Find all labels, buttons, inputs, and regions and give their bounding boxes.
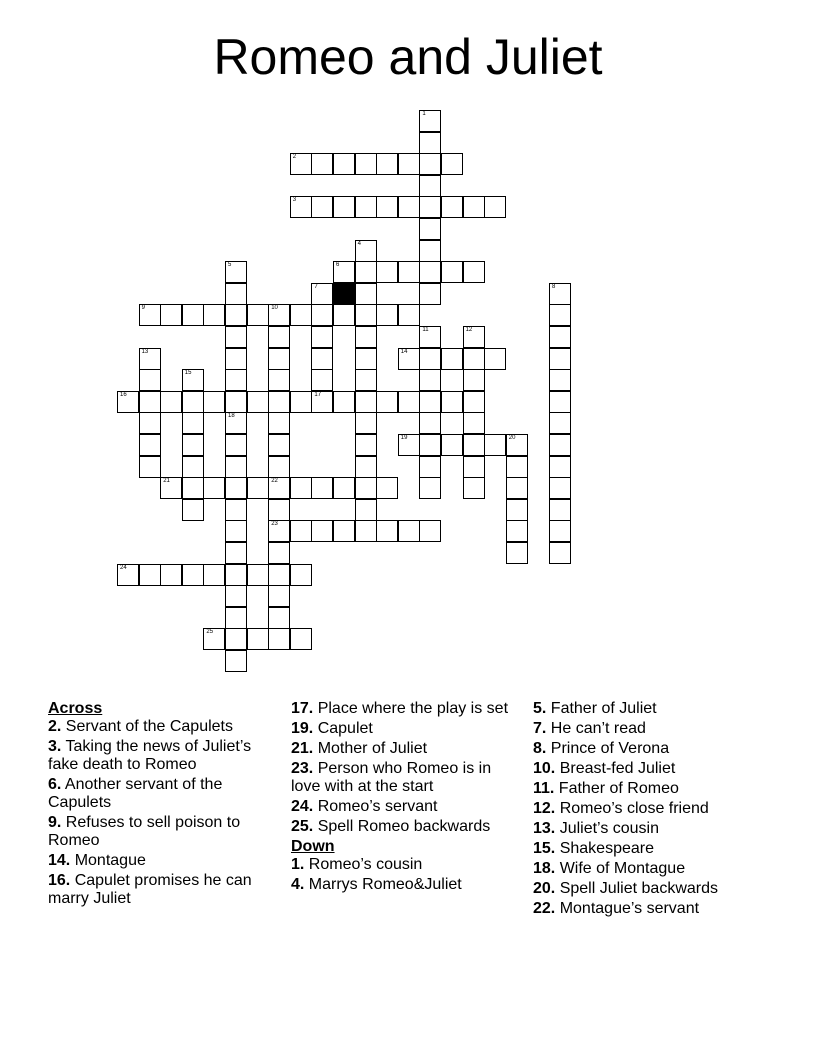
grid-cell[interactable]: [268, 369, 290, 391]
grid-cell[interactable]: [463, 412, 485, 434]
grid-cell[interactable]: [463, 477, 485, 499]
grid-cell[interactable]: [311, 326, 333, 348]
grid-cell[interactable]: [419, 412, 441, 434]
grid-cell[interactable]: [311, 369, 333, 391]
across-heading: Across: [48, 700, 103, 717]
clue-item: [533, 720, 773, 738]
grid-cell[interactable]: [225, 369, 247, 391]
clue-text: He can’t read: [546, 720, 646, 737]
grid-cell[interactable]: [355, 412, 377, 434]
grid-cell[interactable]: [376, 391, 398, 413]
grid-cell[interactable]: [290, 196, 312, 218]
grid-cell[interactable]: [333, 261, 355, 283]
grid-cell[interactable]: [225, 564, 247, 586]
clue-number: 16: [120, 391, 127, 398]
clue-text: Spell Juliet backwards: [555, 880, 718, 897]
clue-text: Taking the news of Juliet’s fake death to Romeo: [48, 738, 252, 773]
clue-number: 25: [206, 629, 214, 636]
grid-cell[interactable]: [549, 412, 571, 434]
clue-number: 23: [271, 521, 278, 528]
grid-cell[interactable]: [506, 477, 528, 499]
clue-number: 12: [465, 327, 473, 333]
grid-cell[interactable]: [419, 520, 441, 542]
grid-cell[interactable]: [117, 391, 139, 413]
clue-item: [48, 814, 284, 850]
grid-cell[interactable]: [247, 564, 269, 586]
grid-cell[interactable]: [419, 369, 441, 391]
clue-text: Servant of the Capulets: [61, 718, 233, 735]
grid-cell[interactable]: [139, 456, 161, 478]
clue-item: [533, 760, 773, 778]
clue-number: 7.: [533, 720, 547, 737]
grid-cell[interactable]: [549, 456, 571, 478]
grid-cell[interactable]: [160, 304, 182, 326]
clue-number: 18.: [533, 860, 556, 877]
grid-cell[interactable]: [290, 391, 312, 413]
grid-cell[interactable]: [268, 542, 290, 564]
grid-cell[interactable]: [311, 520, 333, 542]
grid-cell[interactable]: [139, 391, 161, 413]
grid-cell[interactable]: [290, 520, 312, 542]
grid-cell[interactable]: [484, 434, 506, 456]
grid-cell[interactable]: [355, 456, 377, 478]
grid-cell[interactable]: [506, 542, 528, 564]
grid-cell[interactable]: [290, 477, 312, 499]
grid-cell[interactable]: [268, 434, 290, 456]
grid-cell[interactable]: [549, 326, 571, 348]
grid-cell[interactable]: [311, 391, 333, 413]
clue-item: [291, 720, 523, 738]
grid-cell[interactable]: [398, 261, 420, 283]
clue-item: [533, 700, 773, 718]
clue-column-3: [533, 700, 773, 920]
clue-text: Capulet promises he can marry Juliet: [48, 872, 252, 907]
grid-cell[interactable]: [160, 477, 182, 499]
grid-cell[interactable]: [355, 477, 377, 499]
grid-cell[interactable]: [549, 477, 571, 499]
grid-cell[interactable]: [268, 391, 290, 413]
grid-cell[interactable]: [419, 175, 441, 197]
grid-cell[interactable]: [355, 499, 377, 521]
grid-cell[interactable]: [333, 520, 355, 542]
grid-cell[interactable]: [268, 585, 290, 607]
grid-cell[interactable]: [355, 348, 377, 370]
grid-cell[interactable]: [549, 304, 571, 326]
grid-cell[interactable]: [441, 348, 463, 370]
clue-number: 20: [508, 435, 516, 441]
grid-cell[interactable]: [441, 153, 463, 175]
grid-cell[interactable]: [182, 391, 204, 413]
grid-cell[interactable]: [419, 196, 441, 218]
clue-text: Father of Juliet: [546, 700, 657, 717]
clue-text: Prince of Verona: [546, 740, 670, 757]
clue-text: Marrys Romeo&Juliet: [304, 876, 462, 893]
grid-cell[interactable]: [506, 520, 528, 542]
grid-cell[interactable]: [247, 391, 269, 413]
clue-number: 23.: [291, 760, 314, 777]
grid-cell[interactable]: [376, 520, 398, 542]
clue-item: [291, 798, 523, 816]
clue-text: Another servant of the Capulets: [48, 776, 223, 811]
grid-cell[interactable]: [290, 564, 312, 586]
grid-cell[interactable]: [139, 412, 161, 434]
grid-cell[interactable]: [419, 434, 441, 456]
grid-cell[interactable]: [506, 434, 528, 456]
grid-cell[interactable]: [398, 304, 420, 326]
grid-cell[interactable]: [355, 520, 377, 542]
grid-cell[interactable]: [549, 499, 571, 521]
clue-number: 1.: [291, 856, 305, 873]
grid-cell[interactable]: [311, 196, 333, 218]
clue-item: [291, 760, 523, 796]
grid-cell[interactable]: [225, 283, 247, 305]
grid-cell[interactable]: [355, 304, 377, 326]
grid-cell[interactable]: [311, 477, 333, 499]
grid-cell[interactable]: [376, 304, 398, 326]
grid-cell[interactable]: [398, 196, 420, 218]
grid-cell[interactable]: [463, 369, 485, 391]
grid-cell[interactable]: [355, 153, 377, 175]
grid-cell[interactable]: [355, 326, 377, 348]
grid-cell[interactable]: [225, 607, 247, 629]
grid-cell[interactable]: [333, 304, 355, 326]
clue-text: Breast-fed Juliet: [555, 760, 676, 777]
grid-cell[interactable]: [355, 434, 377, 456]
grid-cell[interactable]: [419, 261, 441, 283]
clue-text: Mother of Juliet: [313, 740, 428, 757]
grid-cell[interactable]: [182, 477, 204, 499]
clue-text: Spell Romeo backwards: [313, 818, 491, 835]
clue-number: 6: [336, 262, 340, 269]
grid-cell[interactable]: [549, 391, 571, 413]
clue-number: 18: [228, 413, 235, 420]
clue-item: [48, 872, 284, 908]
grid-cell[interactable]: [182, 369, 204, 391]
clue-item: [291, 818, 523, 836]
grid-cell[interactable]: [441, 196, 463, 218]
clue-text: Person who Romeo is in love with at the start: [291, 760, 492, 795]
clue-item: [291, 700, 523, 718]
grid-cell[interactable]: [268, 607, 290, 629]
clue-column-1: [48, 700, 284, 910]
clue-number: 3.: [48, 738, 62, 755]
clue-number: 2.: [48, 718, 62, 735]
grid-cell[interactable]: [419, 283, 441, 305]
clue-number: 13.: [533, 820, 556, 837]
clue-number: 24.: [291, 798, 314, 815]
grid-cell[interactable]: [549, 283, 571, 305]
grid-cell[interactable]: [419, 110, 441, 132]
clue-item: [48, 718, 284, 736]
clue-number: 9: [141, 305, 145, 312]
grid-cell[interactable]: [463, 326, 485, 348]
grid-cell[interactable]: [268, 564, 290, 586]
grid-cell[interactable]: [398, 520, 420, 542]
grid-cell[interactable]: [225, 456, 247, 478]
clue-number: 8.: [533, 740, 547, 757]
grid-cell[interactable]: [506, 456, 528, 478]
grid-cell[interactable]: [268, 456, 290, 478]
clue-text: Shakespeare: [555, 840, 654, 857]
grid-cell[interactable]: [268, 477, 290, 499]
grid-cell[interactable]: [290, 304, 312, 326]
clue-text: Montague: [70, 852, 146, 869]
clue-number: 20.: [533, 880, 556, 897]
grid-cell[interactable]: [225, 348, 247, 370]
grid-cell[interactable]: [419, 348, 441, 370]
clue-number: 4: [357, 240, 361, 247]
grid-cell[interactable]: [419, 456, 441, 478]
grid-cell[interactable]: [290, 628, 312, 650]
grid-cell[interactable]: [311, 153, 333, 175]
grid-cell[interactable]: [225, 520, 247, 542]
puzzle-title: Romeo and Juliet: [213, 29, 603, 85]
grid-cell[interactable]: [333, 477, 355, 499]
grid-cell[interactable]: [203, 391, 225, 413]
grid-cell[interactable]: [225, 585, 247, 607]
clue-number: 10: [271, 305, 278, 312]
grid-cell[interactable]: [333, 153, 355, 175]
clue-number: 6.: [48, 776, 62, 793]
clue-number: 17.: [291, 700, 314, 717]
grid-cell[interactable]: [376, 477, 398, 499]
clue-number: 13: [141, 348, 149, 355]
clue-text: Juliet’s cousin: [555, 820, 660, 837]
grid-cell[interactable]: [182, 434, 204, 456]
clue-number: 25.: [291, 818, 314, 835]
grid-cell[interactable]: [441, 261, 463, 283]
clue-number: 14: [400, 348, 408, 355]
clue-item: [48, 776, 284, 812]
grid-cell[interactable]: [139, 304, 161, 326]
clue-number: 10.: [533, 760, 556, 777]
grid-cell[interactable]: [225, 628, 247, 650]
grid-cell[interactable]: [247, 477, 269, 499]
clue-number: 12.: [533, 800, 556, 817]
clue-number: 15.: [533, 840, 556, 857]
grid-cell[interactable]: [506, 499, 528, 521]
grid-cell[interactable]: [419, 477, 441, 499]
grid-cell[interactable]: [549, 348, 571, 370]
clue-item: [533, 820, 773, 838]
grid-cell[interactable]: [225, 499, 247, 521]
grid-cell[interactable]: [139, 434, 161, 456]
clue-number: 21: [163, 478, 170, 485]
grid-cell[interactable]: [182, 499, 204, 521]
down-heading: Down: [291, 838, 335, 855]
grid-cell[interactable]: [182, 412, 204, 434]
clue-number: 22.: [533, 900, 556, 917]
grid-cell[interactable]: [160, 564, 182, 586]
grid-cell[interactable]: [203, 628, 225, 650]
clue-number: 9.: [48, 814, 62, 831]
grid-cell[interactable]: [441, 434, 463, 456]
clue-item: [533, 900, 773, 918]
grid-cell[interactable]: [203, 477, 225, 499]
grid-cell[interactable]: [182, 456, 204, 478]
grid-cell[interactable]: [160, 391, 182, 413]
clue-item: [533, 740, 773, 758]
grid-cell[interactable]: [225, 261, 247, 283]
grid-cell[interactable]: [463, 348, 485, 370]
clue-number: 5.: [533, 700, 547, 717]
clue-number: 8: [552, 283, 556, 290]
grid-cell[interactable]: [311, 348, 333, 370]
grid-cell[interactable]: [203, 304, 225, 326]
clue-item: [533, 860, 773, 878]
grid-cell[interactable]: [311, 283, 333, 305]
clue-column-2: [291, 700, 523, 896]
grid-cell[interactable]: [441, 391, 463, 413]
clue-number: 1: [422, 111, 426, 117]
clue-number: 4.: [291, 876, 305, 893]
clue-number: 14.: [48, 852, 71, 869]
clue-number: 11.: [533, 780, 555, 797]
clue-item: [533, 800, 773, 818]
grid-cell[interactable]: [139, 369, 161, 391]
grid-cell[interactable]: [225, 304, 247, 326]
grid-cell[interactable]: [398, 153, 420, 175]
clue-number: 24: [120, 564, 127, 571]
clue-number: 7: [314, 283, 318, 290]
clue-item: [48, 738, 284, 774]
grid-cell[interactable]: [419, 326, 441, 348]
clue-number: 19: [400, 435, 408, 441]
clue-item: [291, 876, 523, 894]
clue-item: [533, 780, 773, 798]
grid-cell[interactable]: [225, 391, 247, 413]
clue-item: [48, 852, 284, 870]
grid-cell[interactable]: [268, 499, 290, 521]
grid-cell[interactable]: [355, 369, 377, 391]
clue-number: 22: [271, 478, 278, 485]
grid-cell[interactable]: [203, 564, 225, 586]
grid-cell[interactable]: [290, 153, 312, 175]
clue-text: Montague’s servant: [555, 900, 700, 917]
grid-cell[interactable]: [268, 412, 290, 434]
clue-item: [291, 856, 523, 874]
grid-cell[interactable]: [117, 564, 139, 586]
clue-item: [291, 740, 523, 758]
clue-text: Romeo’s servant: [313, 798, 438, 815]
grid-cell[interactable]: [376, 196, 398, 218]
clue-number: 16.: [48, 872, 71, 889]
grid-cell[interactable]: [549, 520, 571, 542]
grid-cell[interactable]: [355, 283, 377, 305]
grid-cell[interactable]: [355, 261, 377, 283]
clue-number: 21.: [291, 740, 314, 757]
clue-number: 19.: [291, 720, 314, 737]
grid-cell[interactable]: [182, 304, 204, 326]
clue-number: 11: [422, 327, 429, 333]
grid-cell[interactable]: [355, 391, 377, 413]
clue-text: Refuses to sell poison to Romeo: [48, 814, 241, 849]
grid-cell[interactable]: [268, 628, 290, 650]
grid-cell[interactable]: [419, 218, 441, 240]
grid-cell[interactable]: [225, 542, 247, 564]
black-square: [333, 283, 355, 305]
grid-cell[interactable]: [333, 391, 355, 413]
grid-cell[interactable]: [333, 196, 355, 218]
grid-cell[interactable]: [182, 564, 204, 586]
grid-cell[interactable]: [419, 391, 441, 413]
clue-text: Romeo’s cousin: [304, 856, 423, 873]
grid-cell[interactable]: [247, 628, 269, 650]
grid-cell[interactable]: [225, 326, 247, 348]
clue-text: Place where the play is set: [313, 700, 509, 717]
grid-cell[interactable]: [139, 348, 161, 370]
clue-text: Wife of Montague: [555, 860, 686, 877]
grid-cell[interactable]: [376, 153, 398, 175]
clue-number: 15: [184, 370, 192, 377]
grid-cell[interactable]: [225, 412, 247, 434]
grid-cell[interactable]: [225, 477, 247, 499]
grid-cell[interactable]: [376, 261, 398, 283]
grid-cell[interactable]: [398, 348, 420, 370]
grid-cell[interactable]: [419, 240, 441, 262]
grid-cell[interactable]: [311, 304, 333, 326]
grid-cell[interactable]: [549, 434, 571, 456]
grid-cell[interactable]: [268, 326, 290, 348]
clue-text: Romeo’s close friend: [555, 800, 709, 817]
grid-cell[interactable]: [355, 240, 377, 262]
grid-cell[interactable]: [355, 196, 377, 218]
clue-number: 2: [292, 154, 297, 161]
grid-cell[interactable]: [463, 434, 485, 456]
clue-item: [533, 840, 773, 858]
grid-cell[interactable]: [247, 304, 269, 326]
grid-cell[interactable]: [549, 369, 571, 391]
grid-cell[interactable]: [484, 348, 506, 370]
clue-text: Father of Romeo: [554, 780, 679, 797]
clue-item: [533, 880, 773, 898]
grid-cell[interactable]: [549, 542, 571, 564]
grid-cell[interactable]: [463, 261, 485, 283]
grid-cell[interactable]: [463, 391, 485, 413]
clue-number: 17: [314, 391, 322, 398]
grid-cell[interactable]: [268, 304, 290, 326]
grid-cell[interactable]: [268, 348, 290, 370]
grid-cell[interactable]: [484, 196, 506, 218]
grid-cell[interactable]: [225, 650, 247, 672]
clue-number: 5: [228, 262, 232, 269]
grid-cell[interactable]: [419, 132, 441, 154]
grid-cell[interactable]: [463, 196, 485, 218]
grid-cell[interactable]: [398, 434, 420, 456]
grid-cell[interactable]: [225, 434, 247, 456]
grid-cell[interactable]: [419, 153, 441, 175]
grid-cell[interactable]: [398, 391, 420, 413]
clue-text: Capulet: [313, 720, 373, 737]
grid-cell[interactable]: [463, 456, 485, 478]
grid-cell[interactable]: [268, 520, 290, 542]
clue-number: 3: [292, 197, 297, 204]
grid-cell[interactable]: [139, 564, 161, 586]
